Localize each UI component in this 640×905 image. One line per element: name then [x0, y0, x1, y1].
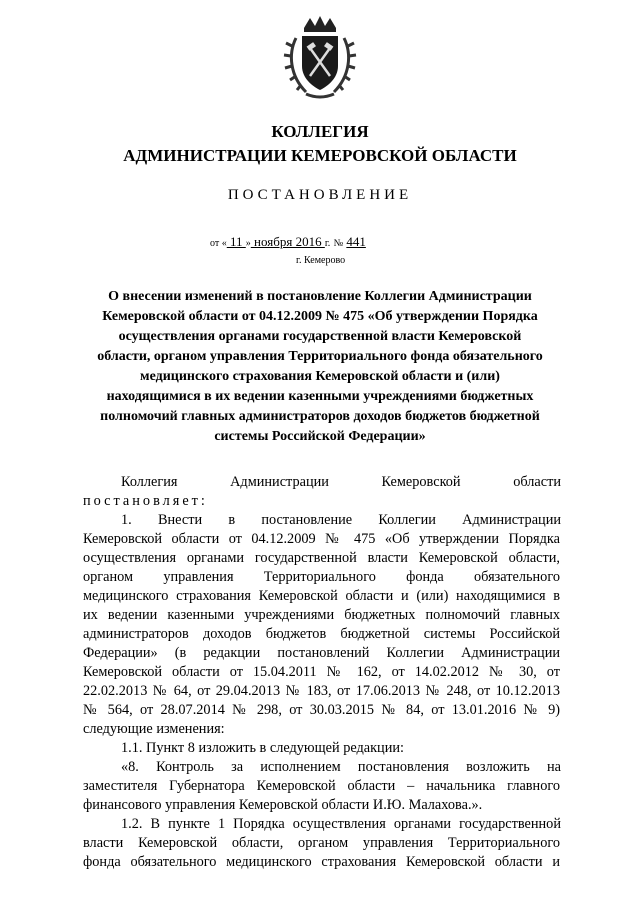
body-line: их ведении казенными учреждениями бюджетных полномочий главных [83, 607, 560, 623]
subject-line: системы Российской Федерации» [214, 429, 426, 444]
date-month-year: ноября 2016 [250, 234, 325, 249]
number-label: № [333, 238, 344, 249]
body-line: органом управления Территориального фонда обязательного [83, 569, 560, 585]
date-close-quote: » [245, 238, 251, 249]
subject-line: области, органом управления Территориального фонда обязательного [97, 349, 543, 364]
body-line: постановляет: [83, 493, 208, 509]
city: г. Кемерово [296, 255, 346, 266]
subject-line: осуществления органами государственной власти Кемеровской [118, 329, 522, 344]
subject-line: полномочий главных администраторов доходов бюджетов бюджетной [100, 409, 540, 424]
body-line: медицинского страхования Кемеровской области и (или) находящимися в [83, 588, 560, 604]
date-from-label: от « [210, 238, 227, 249]
body-line: Кемеровской области от 15.04.2011 № 162, от 14.02.2012 № 30, от [83, 664, 560, 680]
date-number-line [210, 234, 440, 250]
body-line: финансового управления Кемеровской области И.Ю. Малахова.». [83, 797, 483, 813]
coat-of-arms-icon [282, 14, 358, 100]
subject-line: медицинского страхования Кемеровской области и (или) [140, 369, 500, 384]
body-line: 1. Внести в постановление Коллегии Администрации [121, 512, 561, 528]
body-line: «8. Контроль за исполнением постановления возложить на [121, 759, 561, 775]
body-line: власти Кемеровской области, органом управления Территориального [83, 835, 560, 851]
body-line: Федерации» (в редакции постановлений Коллегии Администрации [83, 645, 560, 661]
body-line: 1.2. В пункте 1 Порядка осуществления органами государственной [121, 816, 561, 832]
body-line: следующие изменения: [83, 721, 225, 737]
date-year-suffix: г. [324, 238, 331, 249]
body-line: заместителя Губернатора Кемеровской области – начальника главного [83, 778, 560, 794]
subject-line: находящимися в их ведении казенными учреждениями бюджетных [106, 389, 534, 404]
body-line: 22.02.2013 № 64, от 29.04.2013 № 183, от 17.06.2013 № 248, от 10.12.2013 [83, 683, 560, 699]
body-line: фонда обязательного медицинского страхования Кемеровской области и [83, 854, 560, 870]
body-line: осуществления органами государственной власти Кемеровской области, [83, 550, 560, 566]
date-day: 11 [226, 234, 246, 249]
subject-line: Кемеровской области от 04.12.2009 № 475 «Об утверждении Порядка [102, 309, 538, 324]
document-number: 441 [346, 234, 366, 249]
body-line: администраторов доходов бюджетов бюджетной системы Российской [83, 626, 560, 642]
body-line: Кемеровской области от 04.12.2009 № 475 «Об утверждении Порядка [83, 531, 560, 547]
body-line: № 564, от 28.07.2014 № 298, от 30.03.2015 № 84, от 13.01.2016 № 9) [83, 702, 560, 718]
organization-title-line-2: АДМИНИСТРАЦИИ КЕМЕРОВСКОЙ ОБЛАСТИ [123, 146, 517, 165]
body-line: Коллегия Администрации Кемеровской области [121, 474, 561, 490]
document-type: ПОСТАНОВЛЕНИЕ [227, 187, 413, 203]
organization-title-line-1: КОЛЛЕГИЯ [271, 122, 369, 141]
subject-line: О внесении изменений в постановление Коллегии Администрации [108, 289, 532, 304]
body-line: 1.1. Пункт 8 изложить в следующей редакции: [121, 740, 404, 756]
